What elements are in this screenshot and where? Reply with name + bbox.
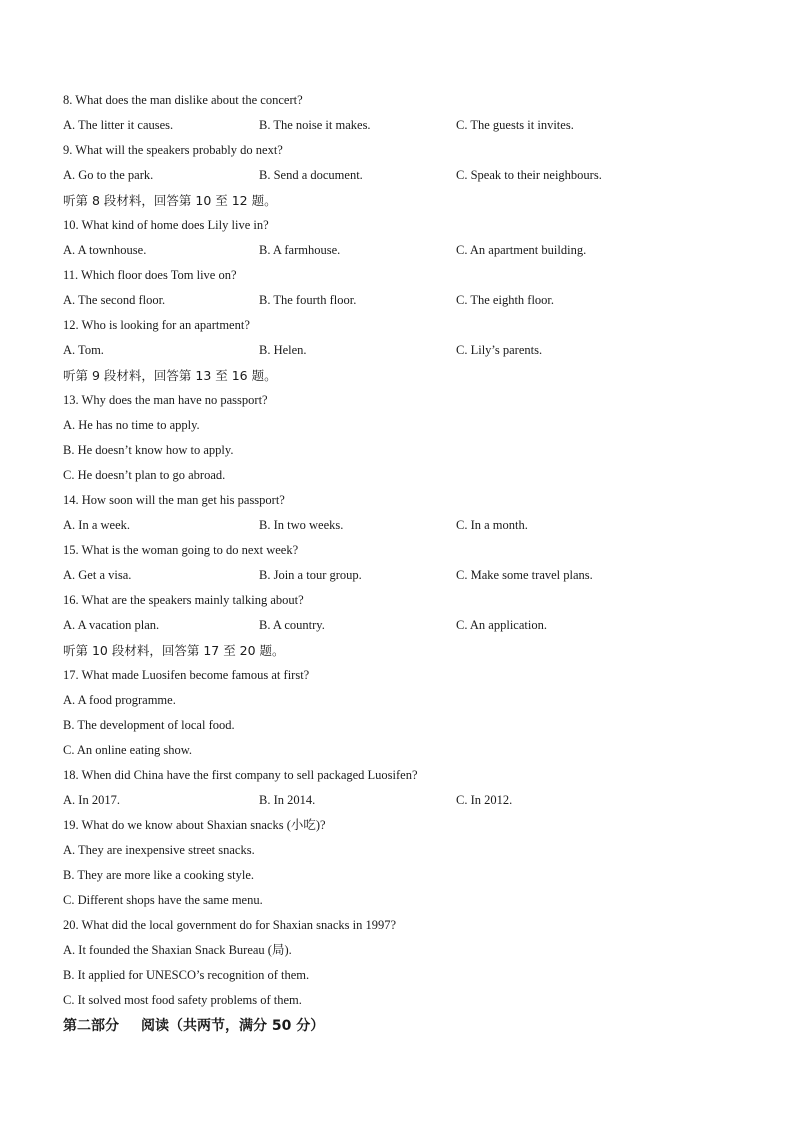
question-list bbox=[63, 88, 743, 1039]
section-title: 阅读（共两节，满分 50 分） bbox=[141, 1018, 325, 1034]
answer-option: A. They are inexpensive street snacks. bbox=[63, 843, 255, 857]
answer-option: B. A country. bbox=[259, 618, 325, 632]
options-row bbox=[63, 288, 743, 313]
answer-option: B. Send a document. bbox=[259, 168, 363, 182]
options-row bbox=[63, 338, 743, 363]
answer-option: B. A farmhouse. bbox=[259, 243, 341, 257]
answer-option: A. Tom. bbox=[63, 343, 104, 357]
options-row bbox=[63, 613, 743, 638]
answer-option: B. In two weeks. bbox=[259, 518, 344, 532]
answer-option: B. The fourth floor. bbox=[259, 293, 357, 307]
answer-option: C. In 2012. bbox=[456, 793, 513, 807]
options-row bbox=[63, 113, 743, 138]
question-text: 19. What do we know about Shaxian snacks (小吃)? bbox=[63, 818, 326, 832]
options-row bbox=[63, 513, 743, 538]
question-text: 14. How soon will the man get his passport? bbox=[63, 493, 285, 507]
answer-option: A. A vacation plan. bbox=[63, 618, 160, 632]
options-row bbox=[63, 238, 743, 263]
question-text: 12. Who is looking for an apartment? bbox=[63, 318, 250, 332]
answer-option: B. He doesn’t know how to apply. bbox=[63, 443, 234, 457]
section-instruction: 听第 8 段材料，回答第 10 至 12 题。 bbox=[63, 193, 277, 208]
answer-option: A. It founded the Shaxian Snack Bureau (局). bbox=[63, 943, 292, 957]
options-row bbox=[63, 788, 743, 813]
section-instruction: 听第 10 段材料，回答第 17 至 20 题。 bbox=[63, 643, 285, 658]
answer-option: A. A townhouse. bbox=[63, 243, 147, 257]
answer-option: C. An application. bbox=[456, 618, 547, 632]
answer-option: B. They are more like a cooking style. bbox=[63, 868, 255, 882]
answer-option: A. The second floor. bbox=[63, 293, 166, 307]
section-part-label: 第二部分 bbox=[63, 1018, 119, 1034]
answer-option: A. He has no time to apply. bbox=[63, 418, 200, 432]
question-text: 9. What will the speakers probably do next? bbox=[63, 143, 283, 157]
question-text: 13. Why does the man have no passport? bbox=[63, 393, 268, 407]
answer-option: B. The noise it makes. bbox=[259, 118, 371, 132]
answer-option: A. The litter it causes. bbox=[63, 118, 174, 132]
answer-option: C. Different shops have the same menu. bbox=[63, 893, 263, 907]
section-heading bbox=[63, 1013, 743, 1039]
answer-option: B. The development of local food. bbox=[63, 718, 235, 732]
answer-option: A. Go to the park. bbox=[63, 168, 154, 182]
question-text: 17. What made Luosifen become famous at first? bbox=[63, 668, 310, 682]
answer-option: B. Helen. bbox=[259, 343, 307, 357]
question-text: 18. When did China have the first company to sell packaged Luosifen? bbox=[63, 768, 418, 782]
answer-option: B. It applied for UNESCO’s recognition of them. bbox=[63, 968, 310, 982]
answer-option: C. The guests it invites. bbox=[456, 118, 574, 132]
question-text: 11. Which floor does Tom live on? bbox=[63, 268, 237, 282]
answer-option: C. Speak to their neighbours. bbox=[456, 168, 602, 182]
answer-option: A. A food programme. bbox=[63, 693, 176, 707]
question-text: 10. What kind of home does Lily live in? bbox=[63, 218, 269, 232]
answer-option: C. He doesn’t plan to go abroad. bbox=[63, 468, 226, 482]
answer-option: B. Join a tour group. bbox=[259, 568, 362, 582]
question-text: 16. What are the speakers mainly talking about? bbox=[63, 593, 304, 607]
options-row bbox=[63, 163, 743, 188]
answer-option: C. Make some travel plans. bbox=[456, 568, 593, 582]
answer-option: C. An apartment building. bbox=[456, 243, 587, 257]
answer-option: C. Lily’s parents. bbox=[456, 343, 543, 357]
answer-option: A. In a week. bbox=[63, 518, 130, 532]
answer-option: C. The eighth floor. bbox=[456, 293, 555, 307]
answer-option: C. An online eating show. bbox=[63, 743, 193, 757]
options-row bbox=[63, 563, 743, 588]
question-text: 20. What did the local government do for Shaxian snacks in 1997? bbox=[63, 918, 397, 932]
answer-option: B. In 2014. bbox=[259, 793, 316, 807]
answer-option: A. In 2017. bbox=[63, 793, 120, 807]
question-text: 15. What is the woman going to do next week? bbox=[63, 543, 299, 557]
answer-option: C. It solved most food safety problems of them. bbox=[63, 993, 302, 1007]
answer-option: C. In a month. bbox=[456, 518, 528, 532]
section-instruction: 听第 9 段材料，回答第 13 至 16 题。 bbox=[63, 368, 277, 383]
question-text: 8. What does the man dislike about the concert? bbox=[63, 93, 303, 107]
answer-option: A. Get a visa. bbox=[63, 568, 132, 582]
